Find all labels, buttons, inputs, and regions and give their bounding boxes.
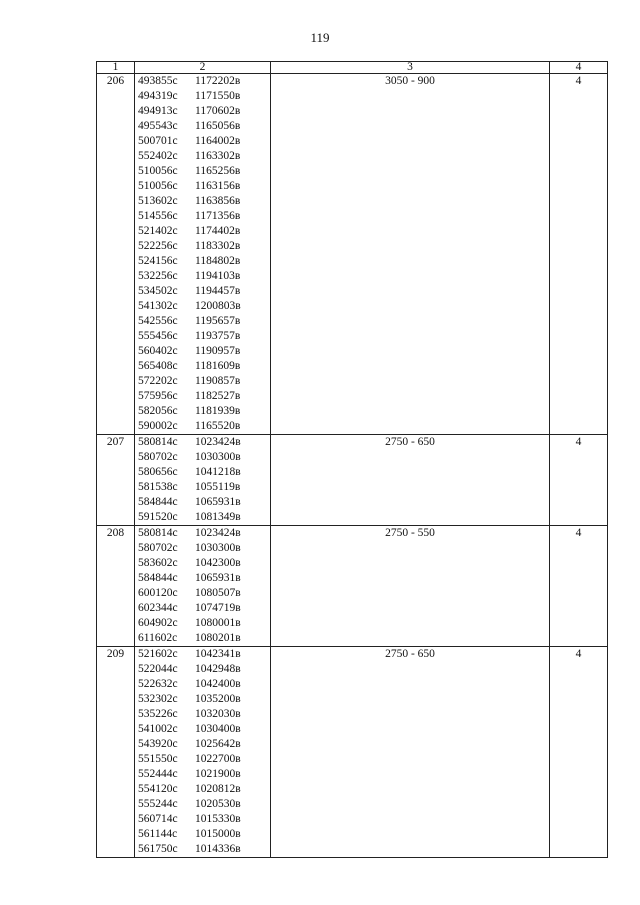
latitude: 600120с	[138, 587, 178, 599]
latitude: 541002с	[138, 723, 178, 735]
coordinate-pair	[135, 89, 270, 104]
longitude: 1042400в	[195, 678, 241, 690]
header-col-4: 4	[550, 62, 608, 74]
latitude: 561144с	[138, 828, 178, 840]
latitude: 580814с	[138, 527, 178, 539]
latitude: 514556с	[138, 210, 178, 222]
coordinate-pair	[135, 526, 270, 541]
latitude: 493855с	[138, 75, 178, 87]
coordinates-cell	[135, 435, 271, 526]
class-value: 4	[550, 647, 608, 858]
longitude: 1200803в	[195, 300, 241, 312]
latitude: 590002с	[138, 420, 178, 432]
latitude: 565408с	[138, 360, 178, 372]
coordinate-pair	[135, 510, 270, 525]
longitude: 1020530в	[195, 798, 241, 810]
longitude: 1042300в	[195, 557, 241, 569]
altitude-range: 2750 - 650	[271, 647, 550, 858]
longitude: 1030300в	[195, 451, 241, 463]
longitude: 1171550в	[195, 90, 241, 102]
latitude: 532256с	[138, 270, 178, 282]
coordinate-pair	[135, 389, 270, 404]
latitude: 583602с	[138, 557, 178, 569]
longitude: 1171356в	[195, 210, 241, 222]
coordinate-pair	[135, 314, 270, 329]
header-col-3: 3	[271, 62, 550, 74]
latitude: 554120с	[138, 783, 178, 795]
coordinate-pair	[135, 329, 270, 344]
latitude: 555456с	[138, 330, 178, 342]
longitude: 1184802в	[195, 255, 241, 267]
longitude: 1193757в	[195, 330, 241, 342]
coordinate-pair	[135, 374, 270, 389]
coordinate-pair	[135, 827, 270, 842]
latitude: 522256с	[138, 240, 178, 252]
coordinate-pair	[135, 404, 270, 419]
coordinate-pair	[135, 284, 270, 299]
coordinate-pair	[135, 737, 270, 752]
altitude-range: 3050 - 900	[271, 74, 550, 435]
latitude: 591520с	[138, 511, 178, 523]
coordinate-pair	[135, 480, 270, 495]
longitude: 1081349в	[195, 511, 241, 523]
latitude: 555244с	[138, 798, 178, 810]
coordinate-pair	[135, 647, 270, 662]
coordinate-pair	[135, 119, 270, 134]
latitude: 510056с	[138, 180, 178, 192]
coordinate-pair	[135, 782, 270, 797]
latitude: 580702с	[138, 542, 178, 554]
area-number: 208	[97, 526, 135, 647]
latitude: 611602с	[138, 632, 178, 644]
longitude: 1035200в	[195, 693, 241, 705]
coordinate-pair	[135, 631, 270, 646]
longitude: 1163856в	[195, 195, 241, 207]
latitude: 500701с	[138, 135, 178, 147]
longitude: 1042341в	[195, 648, 241, 660]
coordinate-pair	[135, 299, 270, 314]
coordinate-pair	[135, 692, 270, 707]
longitude: 1020812в	[195, 783, 241, 795]
coordinate-pair	[135, 495, 270, 510]
coordinate-pair	[135, 179, 270, 194]
latitude: 495543с	[138, 120, 178, 132]
latitude: 494913с	[138, 105, 178, 117]
latitude: 584844с	[138, 496, 178, 508]
coordinate-pair	[135, 254, 270, 269]
coordinate-pair	[135, 842, 270, 857]
latitude: 560402с	[138, 345, 178, 357]
longitude: 1065931в	[195, 572, 241, 584]
coordinate-pair	[135, 752, 270, 767]
coordinate-pair	[135, 767, 270, 782]
longitude: 1032030в	[195, 708, 241, 720]
longitude: 1165056в	[195, 120, 241, 132]
page-number: 119	[310, 30, 330, 45]
longitude: 1174402в	[195, 225, 241, 237]
longitude: 1015330в	[195, 813, 241, 825]
longitude: 1023424в	[195, 527, 241, 539]
latitude: 513602с	[138, 195, 178, 207]
latitude: 532302с	[138, 693, 178, 705]
longitude: 1165520в	[195, 420, 241, 432]
longitude: 1182527в	[195, 390, 241, 402]
longitude: 1080507в	[195, 587, 241, 599]
coordinate-pair	[135, 601, 270, 616]
longitude: 1055119в	[195, 481, 241, 493]
latitude: 552444с	[138, 768, 178, 780]
latitude: 535226с	[138, 708, 178, 720]
longitude: 1023424в	[195, 436, 241, 448]
latitude: 541302с	[138, 300, 178, 312]
latitude: 584844с	[138, 572, 178, 584]
coordinate-pair	[135, 465, 270, 480]
latitude: 542556с	[138, 315, 178, 327]
coordinate-pair	[135, 435, 270, 450]
coordinate-pair	[135, 541, 270, 556]
latitude: 534502с	[138, 285, 178, 297]
latitude: 524156с	[138, 255, 178, 267]
coordinate-pair	[135, 344, 270, 359]
latitude: 580814с	[138, 436, 178, 448]
latitude: 543920с	[138, 738, 178, 750]
latitude: 604902с	[138, 617, 178, 629]
longitude: 1041218в	[195, 466, 241, 478]
coordinate-pair	[135, 556, 270, 571]
coordinate-pair	[135, 359, 270, 374]
coordinate-pair	[135, 134, 270, 149]
longitude: 1065931в	[195, 496, 241, 508]
longitude: 1025642в	[195, 738, 241, 750]
coordinate-pair	[135, 707, 270, 722]
longitude: 1163156в	[195, 180, 241, 192]
longitude: 1080001в	[195, 617, 241, 629]
coordinate-pair	[135, 677, 270, 692]
longitude: 1163302в	[195, 150, 241, 162]
coordinate-pair	[135, 812, 270, 827]
coordinate-pair	[135, 571, 270, 586]
longitude: 1080201в	[195, 632, 241, 644]
longitude: 1190957в	[195, 345, 241, 357]
coordinate-pair	[135, 662, 270, 677]
coordinate-pair	[135, 419, 270, 434]
longitude: 1165256в	[195, 165, 241, 177]
longitude: 1195657в	[195, 315, 241, 327]
latitude: 510056с	[138, 165, 178, 177]
longitude: 1181609в	[195, 360, 241, 372]
coordinates-cell	[135, 74, 271, 435]
header-row	[97, 62, 608, 74]
table-row	[97, 526, 608, 647]
longitude: 1021900в	[195, 768, 241, 780]
latitude: 522632с	[138, 678, 178, 690]
coordinate-pair	[135, 209, 270, 224]
class-value: 4	[550, 435, 608, 526]
header-col-2: 2	[135, 62, 271, 74]
area-number: 206	[97, 74, 135, 435]
longitude: 1022700в	[195, 753, 241, 765]
longitude: 1190857в	[195, 375, 241, 387]
latitude: 522044с	[138, 663, 178, 675]
class-value: 4	[550, 74, 608, 435]
latitude: 575956с	[138, 390, 178, 402]
latitude: 581538с	[138, 481, 178, 493]
coordinate-pair	[135, 164, 270, 179]
latitude: 521402с	[138, 225, 178, 237]
table-row	[97, 435, 608, 526]
altitude-range: 2750 - 550	[271, 526, 550, 647]
coordinate-pair	[135, 722, 270, 737]
coordinates-cell	[135, 647, 271, 858]
latitude: 580656с	[138, 466, 178, 478]
table-row	[97, 647, 608, 858]
coordinate-pair	[135, 74, 270, 89]
table-row	[97, 74, 608, 435]
latitude: 521602с	[138, 648, 178, 660]
longitude: 1172202в	[195, 75, 241, 87]
area-number: 209	[97, 647, 135, 858]
coordinate-pair	[135, 450, 270, 465]
coordinate-pair	[135, 149, 270, 164]
area-number: 207	[97, 435, 135, 526]
coordinate-pair	[135, 239, 270, 254]
longitude: 1183302в	[195, 240, 241, 252]
coordinate-pair	[135, 194, 270, 209]
altitude-range: 2750 - 650	[271, 435, 550, 526]
longitude: 1074719в	[195, 602, 241, 614]
header-col-1: 1	[97, 62, 135, 74]
coordinate-pair	[135, 224, 270, 239]
latitude: 552402с	[138, 150, 178, 162]
longitude: 1030300в	[195, 542, 241, 554]
class-value: 4	[550, 526, 608, 647]
latitude: 580702с	[138, 451, 178, 463]
coordinate-pair	[135, 104, 270, 119]
coordinate-pair	[135, 269, 270, 284]
latitude: 582056с	[138, 405, 178, 417]
latitude: 561750с	[138, 843, 178, 855]
latitude: 572202с	[138, 375, 178, 387]
latitude: 551550с	[138, 753, 178, 765]
longitude: 1194103в	[195, 270, 241, 282]
latitude: 560714с	[138, 813, 178, 825]
coordinates-table	[96, 61, 608, 858]
longitude: 1030400в	[195, 723, 241, 735]
latitude: 494319с	[138, 90, 178, 102]
coordinate-pair	[135, 586, 270, 601]
longitude: 1014336в	[195, 843, 241, 855]
coordinate-pair	[135, 797, 270, 812]
longitude: 1181939в	[195, 405, 241, 417]
latitude: 602344с	[138, 602, 178, 614]
longitude: 1042948в	[195, 663, 241, 675]
longitude: 1170602в	[195, 105, 241, 117]
longitude: 1015000в	[195, 828, 241, 840]
coordinates-cell	[135, 526, 271, 647]
longitude: 1194457в	[195, 285, 241, 297]
coordinate-pair	[135, 616, 270, 631]
longitude: 1164002в	[195, 135, 241, 147]
